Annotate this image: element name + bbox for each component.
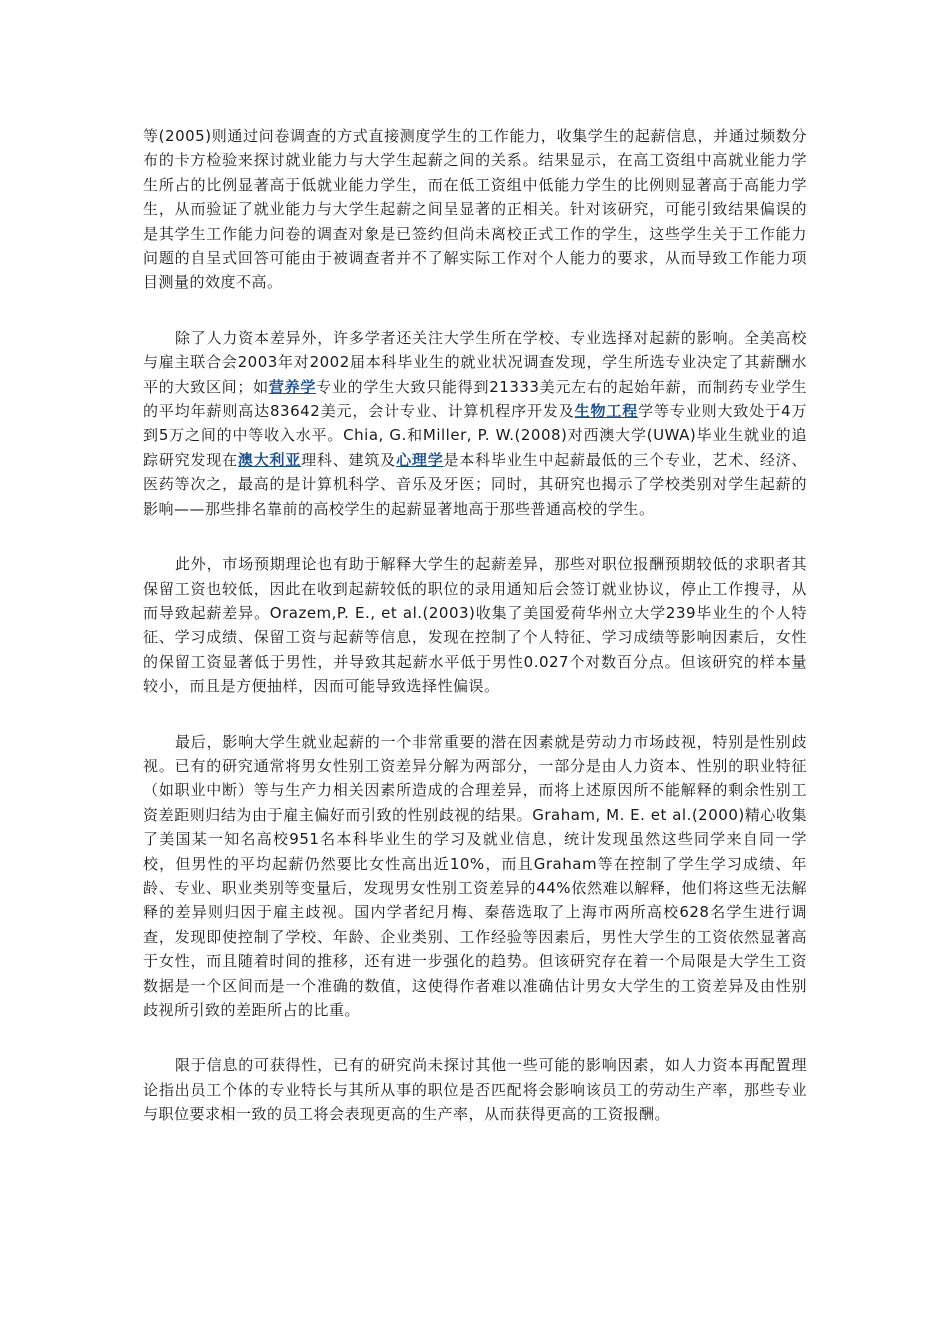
- document-page: [143, 124, 807, 1158]
- paragraph-text: 是本科毕业生中起薪最低的三个专业，艺术、经济、医药等次之，最高的是计算机科学、音乐及牙医；同时，其研究也揭示了学校类别对学生起薪的影响——那些排名靠前的高校学生的起薪显著地高于那些普通高校的学生。: [143, 450, 807, 518]
- paragraph-text: 理科、建筑及: [301, 450, 397, 469]
- paragraph-5: [143, 1053, 807, 1126]
- paragraph-text: 专业的学生大致只能得到21333美元左右的起始年薪，而制药专业学生的平均年薪则高达83642美元，会计专业、计算机程序开发及: [143, 377, 807, 421]
- paragraph-1: [143, 124, 807, 295]
- paragraph-2: [143, 326, 807, 521]
- paragraph-text: 此外，市场预期理论也有助于解释大学生的起薪差异，那些对职位报酬预期较低的求职者其保留工资也较低，因此在收到起薪较低的职位的录用通知后会签订就业协议，停止工作搜寻，从而导致起薪差异。Orazem,P. E., et al.(2003)收集了美国爱荷华州立大学239毕业生的个人特征、学习成绩、保留工资与起薪等信息，发现在控制了个人特征、学习成绩等影响因素后，女性的保留工资显著低于男性，并导致其起薪水平低于男性0.027个对数百分点。但该研究的样本量较小，而且是方便抽样，因而可能导致选择性偏误。: [143, 555, 807, 696]
- link-nutrition[interactable]: 营养学: [268, 377, 317, 396]
- paragraph-text: 学等专业则大致处于4万到5万之间的中等收入水平。Chia, G.和Miller, P. W.(2008)对西澳大学(UWA)毕业生就业的追踪研究发现在: [143, 402, 807, 469]
- paragraph-3: [143, 552, 807, 698]
- paragraph-text: 限于信息的可获得性，已有的研究尚未探讨其他一些可能的影响因素，如人力资本再配置理论指出员工个体的专业特长与其所从事的职位是否匹配将会影响该员工的劳动生产率，那些专业与职位要求相一致的员工将会表现更高的生产率，从而获得更高的工资报酬。: [143, 1056, 807, 1124]
- link-bioengineering[interactable]: 生物工程: [574, 402, 639, 421]
- paragraph-4: [143, 730, 807, 1023]
- paragraph-text: 最后，影响大学生就业起薪的一个非常重要的潜在因素就是劳动力市场歧视，特别是性别歧视。已有的研究通常将男女性别工资差异分解为两部分，一部分是由人力资本、性别的职业特征（如职业中断）等与生产力相关因素所造成的合理差异，而将上述原因所不能解释的剩余性别工资差距则归结为由于雇主偏好而引致的性别歧视的结果。Graham, M. E. et al.(2000)精心收集了美国某一知名高校951名本科毕业生的学习及就业信息，统计发现虽然这些同学来自同一学校，但男性的平均起薪仍然要比女性高出近10%，而且Graham等在控制了学生学习成绩、年龄、专业、职业类别等变量后，发现男女性别工资差异的44%依然难以解释，他们将这些无法解释的差异则归因于雇主歧视。国内学者纪月梅、秦蓓选取了上海市两所高校628名学生进行调查，发现即使控制了学校、年龄、企业类别、工作经验等因素后，男性大学生的工资依然显著高于女性，而且随着时间的推移，还有进一步强化的趋势。但该研究存在着一个局限是大学生工资数据是一个区间而是一个准确的数值，这使得作者难以准确估计男女大学生的工资差异及由性别歧视所引致的差距所占的比重。: [143, 732, 807, 1019]
- link-australia[interactable]: 澳大利亚: [237, 450, 302, 469]
- paragraph-text: 除了人力资本差异外，许多学者还关注大学生所在学校、专业选择对起薪的影响。全美高校与雇主联合会2003年对2002届本科毕业生的就业状况调查发现，学生所选专业决定了其薪酬水平的大致区间；如: [143, 328, 807, 396]
- paragraph-text: 等(2005)则通过问卷调查的方式直接测度学生的工作能力，收集学生的起薪信息，并通过频数分布的卡方检验来探讨就业能力与大学生起薪之间的关系。结果显示，在高工资组中高就业能力学生所占的比例显著高于低就业能力学生，而在低工资组中低能力学生的比例则显著高于高能力学生，从而验证了就业能力与大学生起薪之间呈显著的正相关。针对该研究，可能引致结果偏误的是其学生工作能力问卷的调查对象是已签约但尚未离校正式工作的学生，这些学生关于工作能力问题的自呈式回答可能由于被调查者并不了解实际工作对个人能力的要求，从而导致工作能力项目测量的效度不高。: [143, 127, 807, 292]
- link-psychology[interactable]: 心理学: [396, 450, 444, 469]
